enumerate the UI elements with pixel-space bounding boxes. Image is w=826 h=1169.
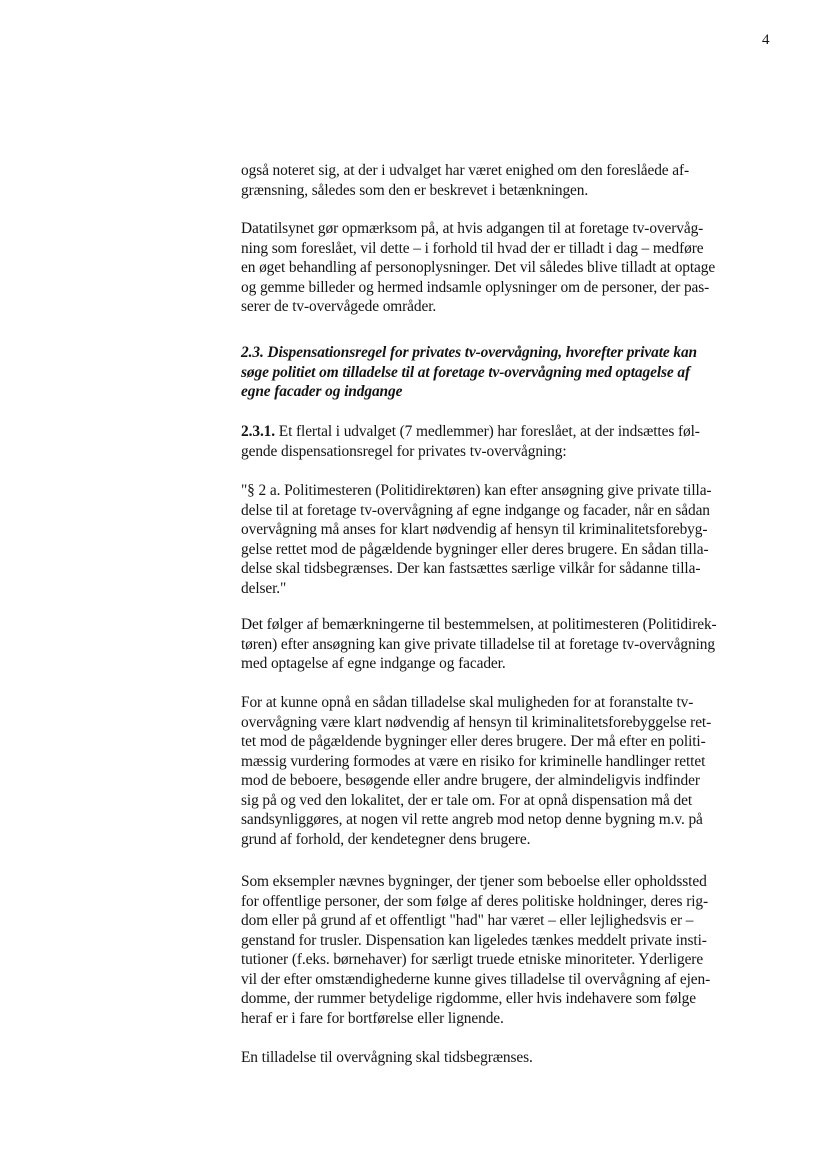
heading-line: egne facader og indgange (241, 383, 403, 400)
text-line: domme, der rummer betydelige rigdomme, eller hvis indehavere som følge (241, 990, 697, 1007)
text-line: dom eller på grund af et offentligt "had" har været – eller lejlighedsvis er – (241, 912, 694, 929)
paragraph-remarks (241, 615, 781, 674)
text-line: genstand for trusler. Dispensation kan ligeledes tænkes meddelt private insti- (241, 931, 707, 949)
heading-line: 2.3. Dispensationsregel for privates tv-overvågning, hvorefter private kan (241, 344, 697, 361)
text-line: grund af forhold, der kendetegner dens brugere. (241, 830, 531, 848)
text-line: gende dispensationsregel for privates tv-overvågning: (241, 442, 567, 460)
text-line: delse til at foretage tv-overvågning af egne indgange og facader, når en sådan (241, 501, 710, 519)
quoted-provision (241, 481, 781, 598)
text-line: ning som foreslået, vil dette – i forhold til hvad der er tilladt i dag – medføre (241, 239, 704, 257)
text-line: Det følger af bemærkningerne til bestemmelsen, at politimesteren (Politidirek- (241, 616, 717, 633)
text-line: heraf er i fare for bortførelse eller lignende. (241, 1009, 504, 1027)
text-line: En tilladelse til overvågning skal tidsbegrænses. (241, 1049, 533, 1066)
text-line: mæssig vurdering formodes at være en risiko for kriminelle handlinger rettet (241, 752, 706, 770)
text-line: For at kunne opnå en sådan tilladelse skal muligheden for at foranstalte tv- (241, 694, 694, 711)
text-line: mod de beboere, besøgende eller andre brugere, der almindeligvis indfinder (241, 772, 700, 789)
paragraph-examples (241, 872, 781, 1028)
text-line: "§ 2 a. Politimesteren (Politidirektøren) kan efter ansøgning give private tilla- (241, 482, 712, 499)
text-line: vil der efter omstændighederne kunne gives tilladelse til overvågning af ejen- (241, 970, 711, 988)
text-line: Som eksempler nævnes bygninger, der tjener som beboelse eller opholdssted (241, 873, 707, 890)
paragraph-conditions (241, 693, 781, 849)
text-line: Datatilsynet gør opmærksom på, at hvis adgangen til at foretage tv-overvåg- (241, 220, 704, 237)
text-line: sandsynliggøres, at nogen vil rette angreb mod netop denne bygning m.v. på (241, 811, 703, 828)
text-line: også noteret sig, at der i udvalget har været enighed om den foreslåede af- (241, 162, 690, 179)
page-number: 4 (762, 32, 770, 48)
text-line-rest: Et flertal i udvalget (7 medlemmer) har foreslået, at der indsættes føl- (275, 423, 700, 440)
text-line: med optagelse af egne indgange og facader. (241, 655, 506, 672)
section-heading-2-3 (241, 343, 781, 402)
text-line: tet mod de pågældende bygninger eller deres brugere. Der må efter en politi- (241, 733, 706, 750)
text-line: serer de tv-overvågede områder. (241, 298, 437, 315)
text-line: og gemme billeder og hermed indsamle oplysninger om de personer, der pas- (241, 278, 710, 296)
text-line: tutioner (f.eks. børnehaver) for særligt truede etniske minoriteter. Yderligere (241, 951, 704, 968)
text-line: for offentlige personer, der som følge af deres politiske holdninger, deres rig- (241, 892, 709, 910)
paragraph-2-3-1 (241, 422, 781, 461)
text-line: grænsning, således som den er beskrevet i betænkningen. (241, 181, 589, 199)
text-line: overvågning være klart nødvendig af hensyn til kriminalitetsforebyggelse ret- (241, 713, 712, 731)
text-line: overvågning må anses for klart nødvendig af hensyn til kriminalitetsforebyg- (241, 521, 708, 538)
text-line: delse skal tidsbegrænses. Der kan fastsættes særlige vilkår for sådanne tilla- (241, 560, 701, 577)
text-line: gelse rettet mod de pågældende bygninger eller deres brugere. En sådan tilla- (241, 540, 709, 558)
section-number: 2.3.1. (241, 423, 276, 440)
paragraph-time-limit (241, 1048, 781, 1068)
text-line: tøren) efter ansøgning kan give private tilladelse til at foretage tv-overvågning (241, 635, 715, 653)
text-line: sig på og ved den lokalitet, der er tale om. For at opnå dispensation må det (241, 791, 693, 809)
heading-line: søge politiet om tilladelse til at foretage tv-overvågning med optagelse af (241, 363, 691, 381)
text-line: en øget behandling af personoplysninger. Det vil således blive tilladt at optage (241, 259, 716, 276)
paragraph-datatilsynet (241, 219, 781, 317)
paragraph-agreement (241, 161, 781, 200)
text-line: delser." (241, 579, 287, 597)
text-line (241, 422, 781, 442)
